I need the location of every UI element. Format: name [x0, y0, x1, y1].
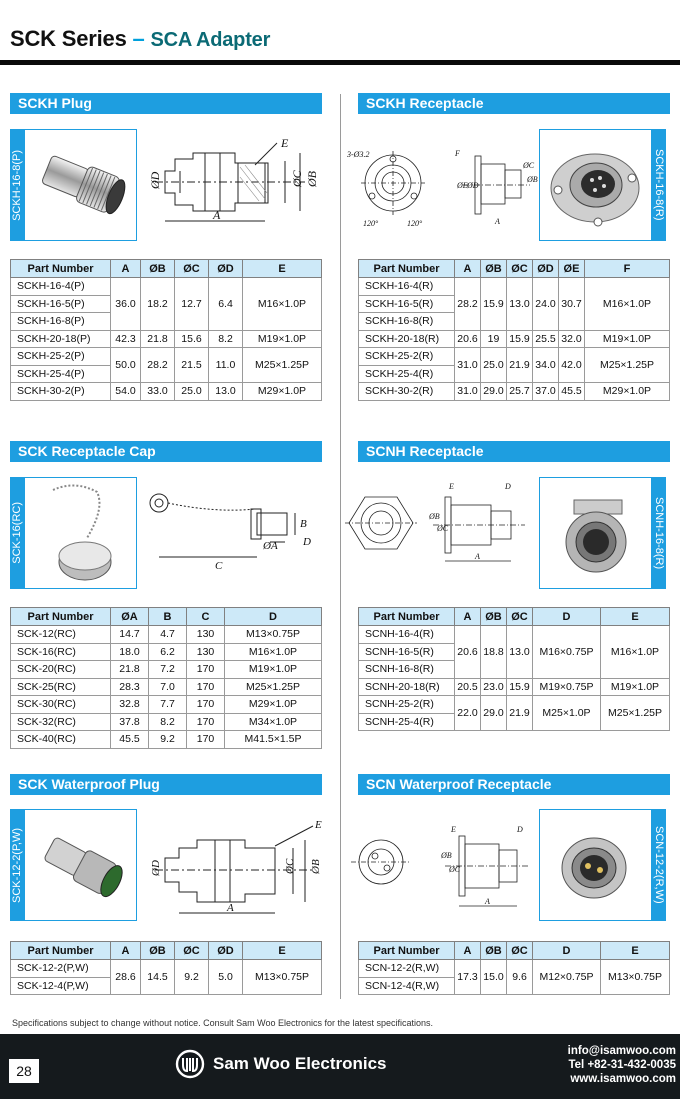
side-label: SCK-12-2(P,W): [10, 809, 24, 921]
dim-label: ØA: [263, 540, 278, 552]
dim-label: ØC: [284, 858, 296, 874]
dim-label: ØB: [527, 175, 538, 184]
title-sub: SCA Adapter: [150, 29, 271, 51]
section-sck-cap: [10, 441, 322, 462]
brand-name: Sam Woo Electronics: [213, 1054, 387, 1073]
scnh-photo-icon: [540, 478, 652, 589]
contact-info: [568, 1044, 676, 1086]
footnote: Specifications subject to change without notice. Consult Sam Woo Electronics for the latest specifications.: [12, 1018, 434, 1028]
samwoo-logo-icon: [175, 1049, 205, 1079]
scnh-receptacle-table: Part Number A ØB ØC D E SCNH-16-4(R) 20.6 18.8 13.0 M16×0.75P M16×1.0P SCNH-16-5(R) SCNH-16-8(R) SCNH-20-18(R) 20.5 23.0 15.9 M19×0.75P M19×1.0P SCNH-25-2(R) 22.0 29.0 21.9 M25×1.0P M25×1.25P SCNH-25-4(R): [358, 607, 670, 731]
dim-label: ØC: [290, 170, 304, 187]
table-row: SCNH-16-5(R): [359, 643, 670, 661]
cap-photo-icon: [25, 478, 137, 589]
dim-label: ØD: [148, 171, 162, 189]
title-dash: –: [126, 26, 151, 51]
table-row: SCNH-20-18(R) 20.5 23.0 15.9 M19×0.75P M19×1.0P: [359, 678, 670, 696]
dim-label: 3-Ø3.2: [347, 150, 370, 159]
sck-wp-plug-table: Part Number A ØB ØC ØD E SCK-12-2(P,W) 28.6 14.5 9.2 5.0 M13×0.75P SCK-12-4(P,W): [10, 941, 322, 995]
table-row: SCKH-30-2(P) 54.0 33.0 25.0 13.0 M29×1.0P: [11, 383, 322, 401]
table-row: SCNH-25-4(R): [359, 713, 670, 731]
product-photo: [539, 809, 652, 921]
table-row: SCK-16(RC) 18.0 6.2 130 M16×1.0P: [11, 643, 322, 661]
section-scnh-receptacle: [358, 441, 670, 462]
title-rule: [0, 60, 680, 65]
product-photo: [24, 809, 137, 921]
product-photo: [24, 129, 137, 241]
table-row: SCN-12-2(R,W) 17.3 15.0 9.6 M12×0.75P M13×0.75P: [359, 960, 670, 978]
dim-label: ØD: [467, 181, 479, 190]
table-row: SCKH-16-8(R): [359, 313, 670, 331]
dim-label: ØD: [150, 860, 162, 876]
sckh-receptacle-drawing: [345, 148, 540, 230]
section-heading: SCKH Plug: [10, 93, 322, 114]
table-row: SCKH-25-4(R): [359, 365, 670, 383]
page-title: [10, 26, 270, 52]
dim-label: ØB: [310, 859, 322, 874]
side-label: SCKH-16-8(R): [652, 129, 666, 241]
table-row: SCNH-25-2(R) 22.0 29.0 21.9 M25×1.0P M25×1.25P: [359, 696, 670, 714]
scnh-receptacle-photo-panel: [539, 477, 666, 589]
sckh-receptacle-table: Part Number A ØB ØC ØD ØE F SCKH-16-4(R) 28.2 15.9 13.0 24.0 30.7 M16×1.0P SCKH-16-5(R) SCKH-16-8(R) SCKH-20-18(R) 20.6 19 15.9 25.5 32.0 M19×1.0P SCKH-25-2(R) 31.0 25.0 21.9 34.0 42.0 M25×1.25P SCKH-25-4(R) SCKH-30-2(R) 31.0 29.0 25.7 37.0 45.5 M29×1.0P: [358, 259, 670, 401]
table-row: SCK-12-2(P,W) 28.6 14.5 9.2 5.0 M13×0.75P: [11, 960, 322, 978]
wp-plug-photo-icon: [25, 810, 137, 921]
dim-label: A: [495, 217, 500, 226]
table-row: SCN-12-4(R,W): [359, 977, 670, 995]
dim-label: F: [455, 149, 460, 158]
table-row: SCKH-16-5(R): [359, 295, 670, 313]
table-row: SCKH-25-2(P) 50.0 28.2 21.5 11.0 M25×1.25P: [11, 348, 322, 366]
side-label: SCNH-16-8(R): [652, 477, 666, 589]
section-scn-waterproof-receptacle: [358, 774, 670, 795]
dim-label: ØB: [441, 851, 452, 860]
phone-number: Tel +82-31-432-0035: [568, 1059, 676, 1071]
section-heading: SCK Waterproof Plug: [10, 774, 322, 795]
dim-label: D: [517, 825, 523, 834]
table-row: SCK-30(RC) 32.8 7.7 170 M29×1.0P: [11, 696, 322, 714]
sckh-plug-photo-panel: [10, 129, 137, 241]
table-row: SCK-20(RC) 21.8 7.2 170 M19×1.0P: [11, 661, 322, 679]
table-row: SCKH-16-8(P): [11, 313, 322, 331]
scn-wp-receptacle-table: Part Number A ØB ØC D E SCN-12-2(R,W) 17.3 15.0 9.6 M12×0.75P M13×0.75P SCN-12-4(R,W): [358, 941, 670, 995]
dim-label: ØB: [429, 512, 440, 521]
website-link[interactable]: www.isamwoo.com: [570, 1073, 676, 1085]
table-row: SCNH-16-8(R): [359, 661, 670, 679]
section-sckh-receptacle: [358, 93, 670, 114]
table-row: SCKH-16-5(P): [11, 295, 322, 313]
section-heading: SCN Waterproof Receptacle: [358, 774, 670, 795]
product-photo: [539, 477, 652, 589]
table-row: SCKH-16-4(R) 28.2 15.9 13.0 24.0 30.7 M16×1.0P: [359, 278, 670, 296]
sck-cap-drawing: [145, 487, 330, 572]
table-row: SCK-25(RC) 28.3 7.0 170 M25×1.25P: [11, 678, 322, 696]
product-photo: [24, 477, 137, 589]
page-number: 28: [9, 1059, 39, 1083]
table-row: SCK-40(RC) 45.5 9.2 170 M41.5×1.5P: [11, 731, 322, 749]
dim-label: ØC: [523, 161, 535, 170]
dim-label: 120°: [363, 219, 379, 228]
email-link[interactable]: info@isamwoo.com: [567, 1045, 676, 1057]
scn-wp-receptacle-photo-panel: [539, 809, 666, 921]
side-label: SCN-12-2(R,W): [652, 809, 666, 921]
table-row: SCKH-25-2(R) 31.0 25.0 21.9 34.0 42.0 M25×1.25P: [359, 348, 670, 366]
table-row: SCNH-16-4(R) 20.6 18.8 13.0 M16×0.75P M16×1.0P: [359, 626, 670, 644]
table-row: SCKH-16-4(P) 36.0 18.2 12.7 6.4 M16×1.0P: [11, 278, 322, 296]
table-row: SCKH-20-18(R) 20.6 19 15.9 25.5 32.0 M19×1.0P: [359, 330, 670, 348]
sck-cap-table: Part Number ØA B C D SCK-12(RC) 14.7 4.7 130 M13×0.75P SCK-16(RC) 18.0 6.2 130 M16×1.0P SCK-20(RC) 21.8 7.2 170 M19×1.0P SCK-25(RC) 28.3 7.0 170 M25×1.25P SCK-30(RC) 32.8 7.7 170 M29×1.0P SCK-32(RC) 37.8 8.2 170 M34×1.0P SCK-40(RC) 45.5 9.2 170 M41.5×1.5P: [10, 607, 322, 749]
dim-label: D: [303, 536, 311, 548]
brand-logo: [175, 1048, 387, 1080]
sckh-receptacle-photo-panel: [539, 129, 666, 241]
scn-wp-receptacle-drawing: [345, 822, 540, 914]
table-row: SCKH-20-18(P) 42.3 21.8 15.6 8.2 M19×1.0P: [11, 330, 322, 348]
dim-label: D: [505, 483, 511, 491]
section-sckh-plug: [10, 93, 322, 114]
wp-receptacle-photo-icon: [540, 810, 652, 921]
sck-wp-plug-drawing: [145, 818, 330, 918]
sck-wp-plug-photo-panel: [10, 809, 137, 921]
dim-label: E: [315, 819, 322, 831]
dim-label: E: [449, 483, 454, 491]
section-sck-waterproof-plug: [10, 774, 322, 795]
sckh-plug-drawing: [145, 131, 330, 231]
receptacle-photo-icon: [540, 130, 652, 241]
table-row: SCK-12-4(P,W): [11, 977, 322, 995]
dim-label: ØE: [457, 181, 468, 190]
dim-label: A: [213, 208, 221, 222]
dim-label: A: [475, 552, 480, 561]
table-row: SCKH-25-4(P): [11, 365, 322, 383]
dim-label: ØC: [437, 524, 449, 533]
dim-label: E: [281, 136, 289, 150]
dim-label: ØC: [449, 865, 461, 874]
side-label: SCK-16(RC): [10, 477, 24, 589]
table-row: SCK-32(RC) 37.8 8.2 170 M34×1.0P: [11, 713, 322, 731]
dim-label: ØB: [305, 171, 319, 187]
sck-cap-photo-panel: [10, 477, 137, 589]
section-heading: SCK Receptacle Cap: [10, 441, 322, 462]
table-row: SCK-12(RC) 14.7 4.7 130 M13×0.75P: [11, 626, 322, 644]
column-divider: [340, 94, 341, 999]
dim-label: 120°: [407, 219, 423, 228]
side-label: SCKH-16-8(P): [10, 129, 24, 241]
dim-label: A: [485, 897, 490, 906]
dim-label: B: [300, 518, 307, 530]
plug-photo-icon: [25, 130, 137, 241]
page-footer: [0, 1034, 680, 1099]
dim-label: A: [227, 902, 234, 914]
title-main: SCK Series: [10, 26, 127, 51]
sckh-plug-table: Part Number A ØB ØC ØD E SCKH-16-4(P) 36.0 18.2 12.7 6.4 M16×1.0P SCKH-16-5(P) SCKH-16-8(P) SCKH-20-18(P) 42.3 21.8 15.6 8.2 M19×1.0P SCKH-25-2(P) 50.0 28.2 21.5 11.0 M25×1.25P SCKH-25-4(P) SCKH-30-2(P) 54.0 33.0 25.0 13.0 M29×1.0P: [10, 259, 322, 401]
section-heading: SCNH Receptacle: [358, 441, 670, 462]
scnh-receptacle-drawing: [345, 483, 540, 568]
section-heading: SCKH Receptacle: [358, 93, 670, 114]
product-photo: [539, 129, 652, 241]
dim-label: E: [451, 825, 456, 834]
dim-label: C: [215, 560, 223, 572]
table-row: SCKH-30-2(R) 31.0 29.0 25.7 37.0 45.5 M29×1.0P: [359, 383, 670, 401]
